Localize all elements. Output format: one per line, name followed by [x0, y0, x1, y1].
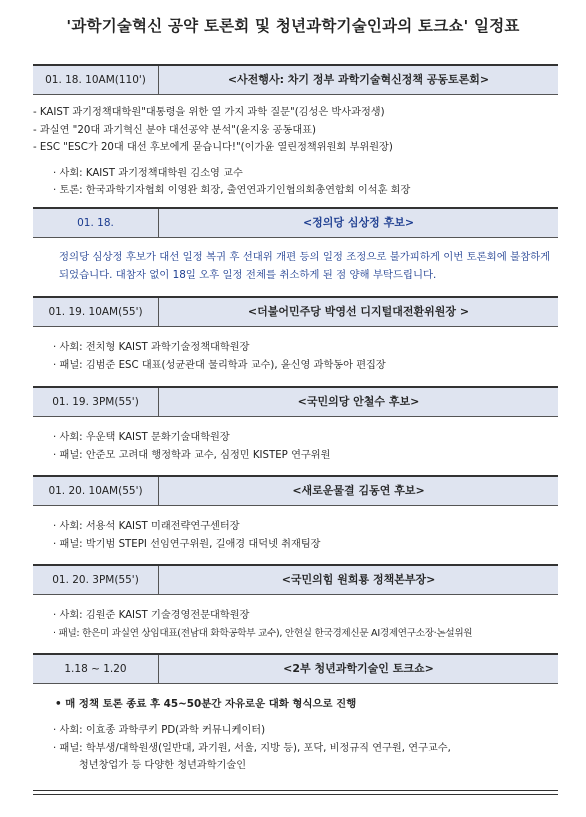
moderator-line: · 사회: 우운택 KAIST 문화기술대학원장: [53, 432, 230, 443]
panel-line: · 패널: 학부생/대학원생(일반대, 과기원, 서울, 지방 등), 포닥, 비정규직 연구원, 연구교수,: [53, 742, 451, 754]
panel-line: · 토론: 한국과학기자협회 이영완 회장, 출연연과기인협의회총연합회 이석훈 회장: [53, 185, 411, 196]
schedule-section: [33, 386, 558, 464]
schedule-section: [33, 64, 558, 200]
schedule-section: [33, 475, 558, 553]
section-header: [33, 296, 558, 327]
section-date: 01. 18. 10AM(110'): [33, 66, 159, 94]
moderator-line: · 사회: 전치형 KAIST 과학기술정책대학원장: [53, 342, 250, 353]
section-heading: <2부 청년과학기술인 토크쇼>: [283, 662, 434, 675]
format-note: • 매 정책 토론 종료 후 45~50분간 자유로운 대화 형식으로 진행: [55, 698, 357, 710]
moderator-line: · 사회: 김원준 KAIST 기술경영전문대학원장: [53, 610, 250, 621]
section-header: [33, 475, 558, 506]
schedule-section: [33, 653, 558, 775]
section-header: [33, 207, 558, 238]
panel-line: · 패널: 김범준 ESC 대표(성균관대 물리학과 교수), 윤신영 과학동아 편집장: [53, 359, 386, 371]
moderator-line: · 사회: KAIST 과기정책대학원 김소영 교수: [53, 167, 243, 179]
section-date: 01. 20. 3PM(55'): [33, 566, 159, 594]
section-header: [33, 653, 558, 684]
section-date: 1.18 ~ 1.20: [33, 655, 159, 683]
section-heading: <정의당 심상정 후보>: [302, 216, 415, 229]
panel-line: · 패널: 안준모 고려대 행정학과 교수, 심정민 KISTEP 연구위원: [53, 449, 331, 461]
panel-line: · 패널: 한은미 과실연 상임대표(전남대 화학공학부 교수), 안현실 한국경제신문 AI경제연구소장·논설위원: [53, 627, 473, 639]
section-header: [33, 386, 558, 417]
section-heading: <새로운물결 김동연 후보>: [292, 484, 425, 497]
section-heading: <국민의당 안철수 후보>: [297, 395, 420, 408]
end-rule: [33, 790, 558, 795]
moderator-line: · 사회: 서용석 KAIST 미래전략연구센터장: [53, 521, 240, 532]
agenda-item: - KAIST 과기정책대학원"대통령을 위한 열 가지 과학 질문"(김성은 박사과정생): [33, 107, 385, 118]
section-date: 01. 19. 3PM(55'): [33, 388, 159, 416]
section-date: 01. 19. 10AM(55'): [33, 298, 159, 326]
schedule-section: [33, 207, 558, 284]
section-heading: <더불어민주당 박영선 디지털대전환위원장 >: [247, 305, 470, 318]
schedule-section: [33, 296, 558, 374]
section-heading: <사전행사: 차기 정부 과학기술혁신정책 공동토론회>: [227, 73, 490, 86]
cancellation-notice: 정의당 심상정 후보가 대선 일정 복귀 후 선대위 개편 등의 일정 조정으로 불가피하게 이번 토론회에 불참하게 되었습니다. 대참자 없이 18일 오후 일정 전체를 취소하게 된 점 양해 부탁드립니다.: [59, 251, 551, 281]
section-date: 01. 18.: [33, 209, 159, 237]
section-date: 01. 20. 10AM(55'): [33, 477, 159, 505]
moderator-line: · 사회: 이효종 과학쿠키 PD(과학 커뮤니케이터): [53, 725, 266, 736]
section-header: [33, 564, 558, 595]
section-header: [33, 64, 558, 95]
agenda-item: - ESC "ESC가 20대 대선 후보에게 묻습니다!"(이가윤 열린정책위원회 부위원장): [33, 142, 393, 153]
schedule-section: [33, 564, 558, 642]
panel-line: · 패널: 박기범 STEPI 선임연구위원, 길애경 대덕넷 취재팀장: [53, 538, 321, 550]
agenda-item: - 과실연 "20대 과기혁신 분야 대선공약 분석"(윤지웅 공동대표): [33, 124, 316, 136]
section-heading: <국민의힘 원희룡 정책본부장>: [281, 573, 436, 586]
panel-line-continued: 청년창업가 등 다양한 청년과학기술인: [53, 760, 247, 771]
page-title: '과학기술혁신 공약 토론회 및 청년과학기술인과의 토크쇼' 일정표: [66, 17, 520, 35]
